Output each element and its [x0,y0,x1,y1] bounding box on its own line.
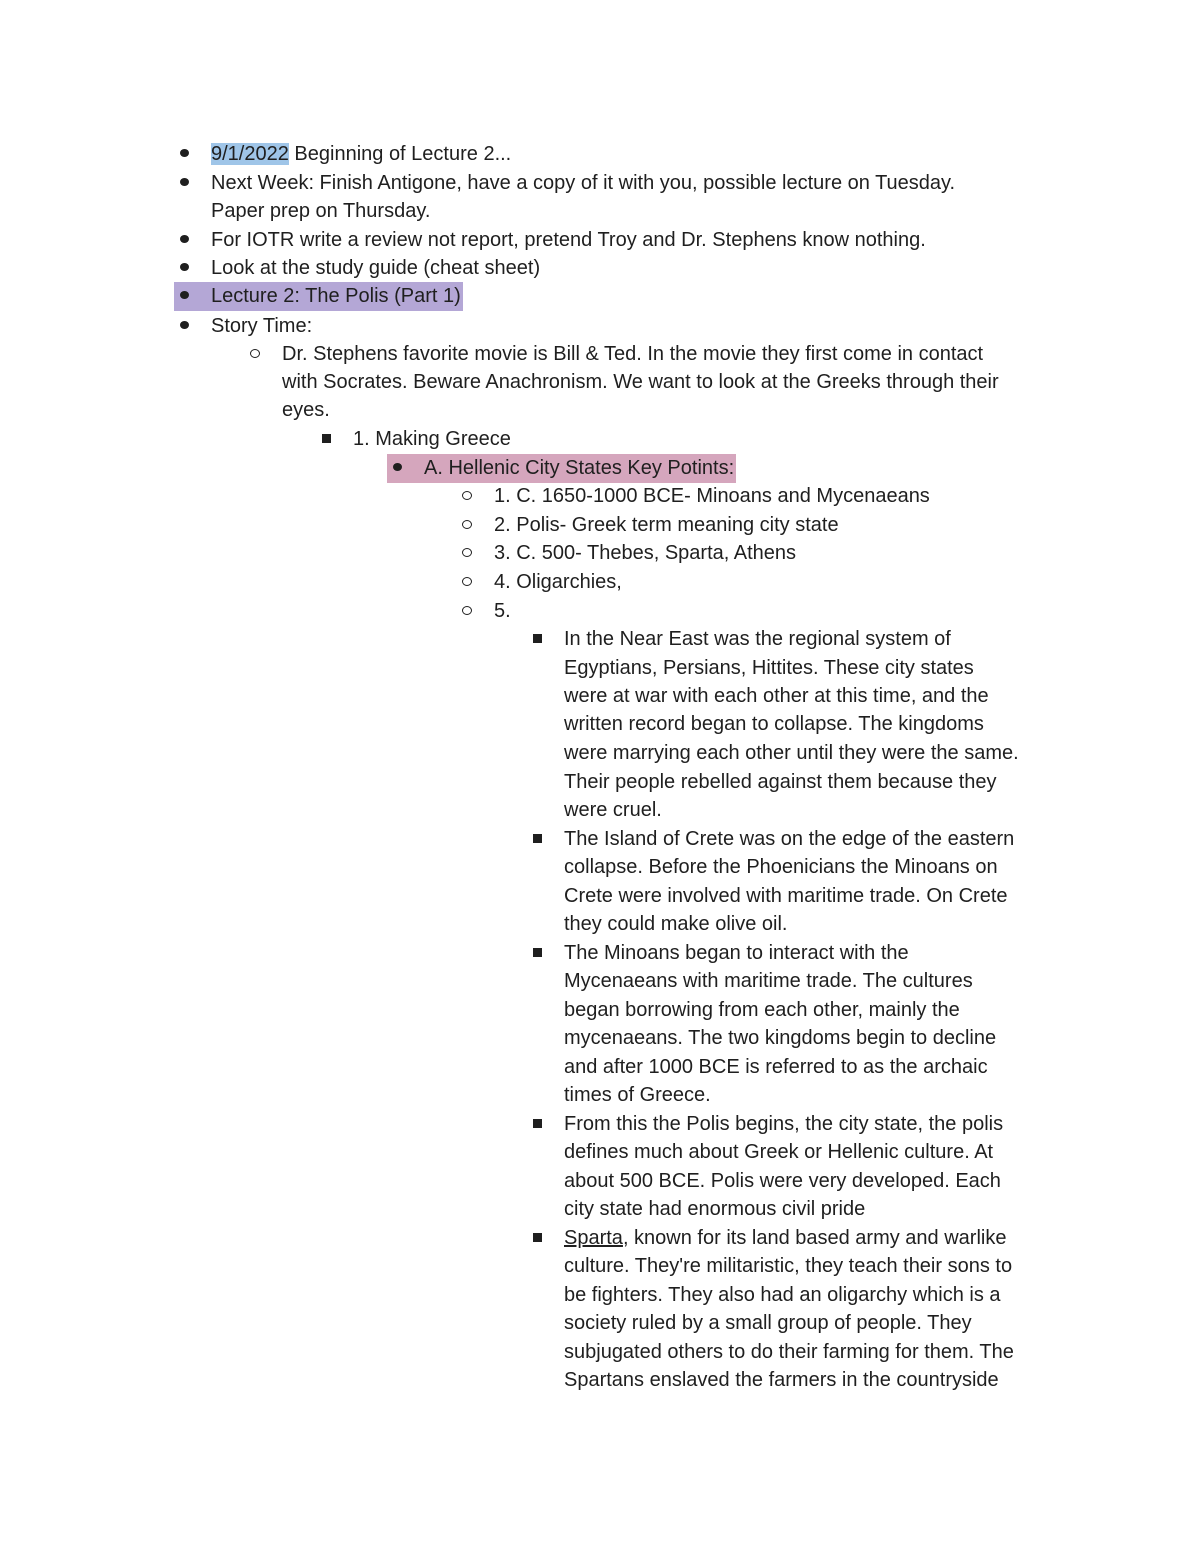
list-item-continuation: culture. They're militaristic, they teach their sons to [564,1255,1013,1277]
square-bullet-icon [527,825,547,854]
bullet-icon [174,140,194,169]
circle-bullet-icon [457,539,477,568]
list-item-continuation: city state had enormous civil pride [564,1198,866,1220]
list-item-continuation: written record began to collapse. The kingdoms [564,713,984,735]
list-item-continuation: society ruled by a small group of people. They [564,1312,972,1334]
list-item-continuation: Mycenaeans with maritime trade. The cultures [564,970,973,992]
square-bullet-icon [527,939,547,968]
list-item-continuation: Paper prep on Thursday. [211,200,431,222]
list-item: 3. C. 500- Thebes, Sparta, Athens [494,539,796,568]
circle-bullet-icon [457,597,477,626]
list-item-continuation: Egyptians, Persians, Hittites. These city states [564,657,974,679]
bullet-icon [174,254,194,283]
list-item: In the Near East was the regional system of [564,625,951,654]
circle-bullet-icon [457,568,477,597]
list-item: From this the Polis begins, the city state, the polis [564,1110,1003,1139]
list-item-continuation: eyes. [282,399,330,421]
list-item-continuation: were cruel. [564,799,662,821]
list-item-continuation: be fighters. They also had an oligarchy which is a [564,1284,1001,1306]
list-item: Next Week: Finish Antigone, have a copy of it with you, possible lecture on Tuesday. [211,169,955,198]
circle-bullet-icon [245,340,265,369]
list-item: Sparta, known for its land based army and warlike [564,1224,1006,1253]
key-points-heading: A. Hellenic City States Key Potints: [387,454,736,483]
list-item-continuation: about 500 BCE. Polis were very developed. Each [564,1170,1001,1192]
list-item: 1. Making Greece [353,425,511,454]
list-item: For IOTR write a review not report, pretend Troy and Dr. Stephens know nothing. [211,226,926,255]
bullet-icon [174,226,194,255]
list-item-continuation: collapse. Before the Phoenicians the Minoans on [564,856,998,878]
list-item: The Minoans began to interact with the [564,939,909,968]
list-item-continuation: with Socrates. Beware Anachronism. We want to look at the Greeks through their [282,371,999,393]
square-bullet-icon [527,625,547,654]
list-item-continuation: Their people rebelled against them because they [564,771,997,793]
square-bullet-icon [527,1110,547,1139]
bullet-icon [174,282,194,311]
list-item: Dr. Stephens favorite movie is Bill & Ted. In the movie they first come in contact [282,340,983,369]
list-item-continuation: times of Greece. [564,1084,711,1106]
list-item-continuation: they could make olive oil. [564,913,788,935]
list-item-continuation: Crete were involved with maritime trade. On Crete [564,885,1008,907]
bullet-icon [174,312,194,341]
circle-bullet-icon [457,511,477,540]
list-item-continuation: and after 1000 BCE is referred to as the archaic [564,1056,988,1078]
list-item: 9/1/2022 Beginning of Lecture 2... [211,140,511,169]
square-bullet-icon [527,1224,547,1253]
list-item: Story Time: [211,312,312,341]
list-item-continuation: began borrowing from each other, mainly the [564,999,960,1021]
list-item-continuation: were marrying each other until they were the same. [564,742,1019,764]
square-bullet-icon [316,425,336,454]
list-item: Look at the study guide (cheat sheet) [211,254,540,283]
bullet-icon [387,454,407,483]
sparta-link[interactable]: Sparta [564,1227,623,1249]
lecture-heading: Lecture 2: The Polis (Part 1) [174,282,463,311]
list-item: 2. Polis- Greek term meaning city state [494,511,839,540]
list-item-continuation: were at war with each other at this time, and the [564,685,989,707]
list-item-continuation: defines much about Greek or Hellenic culture. At [564,1141,994,1163]
list-item: 4. Oligarchies, [494,568,622,597]
list-item: 1. C. 1650-1000 BCE- Minoans and Mycenaeans [494,482,930,511]
list-item-continuation: Spartans enslaved the farmers in the countryside [564,1369,999,1391]
list-item-continuation: subjugated others to do their farming for them. The [564,1341,1014,1363]
circle-bullet-icon [457,482,477,511]
bullet-icon [174,169,194,198]
date-highlight: 9/1/2022 [211,143,289,165]
list-item-continuation: mycenaeans. The two kingdoms begin to decline [564,1027,997,1049]
list-item: The Island of Crete was on the edge of the eastern [564,825,1014,854]
list-item: 5. [494,597,511,626]
